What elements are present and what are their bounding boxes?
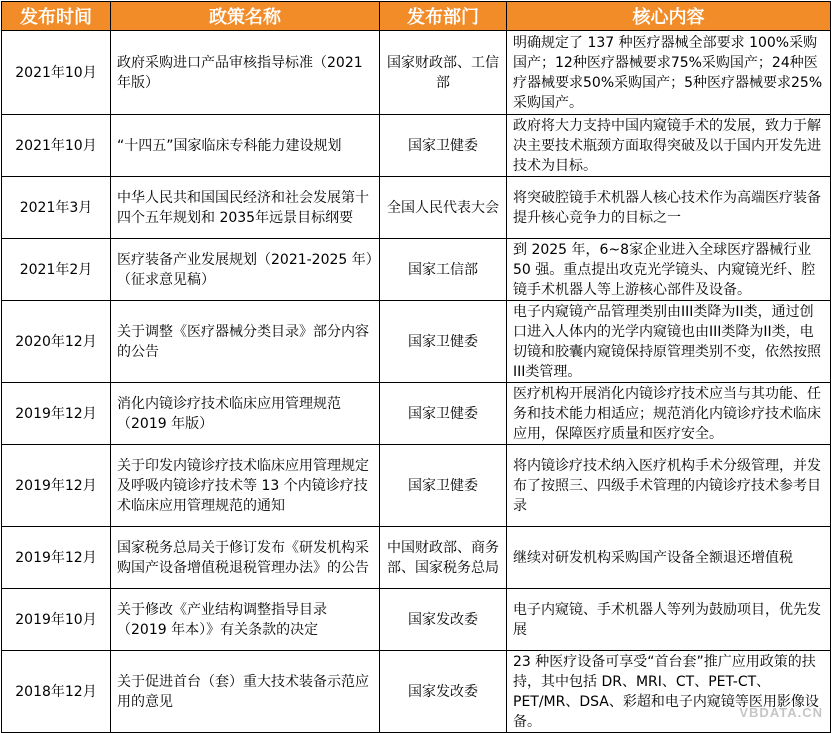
cell-date: 2021年3月: [2, 177, 111, 239]
cell-date: 2021年10月: [2, 115, 111, 177]
table-row: [2, 31, 831, 115]
cell-policy-name: 关于调整《医疗器械分类目录》部分内容的公告: [111, 301, 380, 383]
cell-department: 国家卫健委: [380, 115, 507, 177]
cell-policy-name: 医疗装备产业发展规划（2021-2025 年）（征求意见稿）: [111, 239, 380, 301]
cell-date: 2020年12月: [2, 301, 111, 383]
table-header-row: [2, 2, 831, 31]
cell-policy-name: 关于修改《产业结构调整指导目录（2019 年本）》有关条款的决定: [111, 589, 380, 651]
cell-date: 2021年2月: [2, 239, 111, 301]
cell-department: 国家发改委: [380, 589, 507, 651]
cell-date: 2019年12月: [2, 527, 111, 589]
cell-content: 将内镜诊疗技术纳入医疗机构手术分级管理，并发布了按照三、四级手术管理的内镜诊疗技术参考目录: [507, 445, 831, 527]
header-release-date: 发布时间: [2, 2, 111, 31]
cell-policy-name: “十四五”国家临床专科能力建设规划: [111, 115, 380, 177]
cell-policy-name: 关于印发内镜诊疗技术临床应用管理规定及呼吸内镜诊疗技术等 13 个内镜诊疗技术临床应用管理规范的通知: [111, 445, 380, 527]
cell-department: 国家财政部、工信部: [380, 31, 507, 115]
table-row: [2, 239, 831, 301]
policy-table: [1, 1, 831, 733]
cell-date: 2019年10月: [2, 589, 111, 651]
cell-department: 国家卫健委: [380, 301, 507, 383]
cell-content: 继续对研发机构采购国产设备全额退还增值税: [507, 527, 831, 589]
cell-content: 医疗机构开展消化内镜诊疗技术应当与其功能、任务和技术能力相适应；规范消化内镜诊疗技术临床应用，保障医疗质量和医疗安全。: [507, 383, 831, 445]
cell-content: 将突破腔镜手术机器人核心技术作为高端医疗装备提升核心竞争力的目标之一: [507, 177, 831, 239]
watermark: VBDATA.CN: [739, 705, 823, 720]
cell-department: 国家卫健委: [380, 383, 507, 445]
cell-department: 全国人民代表大会: [380, 177, 507, 239]
cell-department: 国家工信部: [380, 239, 507, 301]
table-row: [2, 383, 831, 445]
header-policy-name: 政策名称: [111, 2, 380, 31]
cell-content: 23 种医疗设备可享受“首台套”推广应用政策的扶持，其中包括 DR、MRI、CT、PET-CT、PET/MR、DSA、彩超和电子内窥镜等医用影像设备。: [507, 651, 831, 733]
cell-policy-name: 国家税务总局关于修订发布《研发机构采购国产设备增值税退税管理办法》的公告: [111, 527, 380, 589]
cell-date: 2021年10月: [2, 31, 111, 115]
table-row: [2, 589, 831, 651]
cell-content: 到 2025 年，6~8家企业进入全球医疗器械行业 50 强。重点提出攻克光学镜头、内窥镜光纤、腔镜手术机器人等上游核心部件及设备。: [507, 239, 831, 301]
cell-policy-name: 消化内镜诊疗技术临床应用管理规范（2019 年版）: [111, 383, 380, 445]
cell-content: 政府将大力支持中国内窥镜手术的发展，致力于解决主要技术瓶颈方面取得突破及以于国内开发先进技术为目标。: [507, 115, 831, 177]
header-issuing-department: 发布部门: [380, 2, 507, 31]
table-row: [2, 527, 831, 589]
cell-content: 明确规定了 137 种医疗器械全部要求 100%采购国产；12种医疗器械要求75%采购国产；24种医疗器械要求50%采购国产；5种医疗器械要求25%采购国产。: [507, 31, 831, 115]
table-row: [2, 301, 831, 383]
cell-content: 电子内窥镜、手术机器人等列为鼓励项目，优先发展: [507, 589, 831, 651]
cell-date: 2018年12月: [2, 651, 111, 733]
cell-content: 电子内窥镜产品管理类别由III类降为II类，通过创口进入人体内的光学内窥镜也由III类降为II类，电切镜和胶囊内窥镜保持原管理类别不变，依然按照III类管理。: [507, 301, 831, 383]
cell-policy-name: 中华人民共和国国民经济和社会发展第十四个五年规划和 2035年远景目标纲要: [111, 177, 380, 239]
table-row: [2, 651, 831, 733]
cell-department: 国家卫健委: [380, 445, 507, 527]
cell-department: 国家发改委: [380, 651, 507, 733]
header-core-content: 核心内容: [507, 2, 831, 31]
table-row: [2, 115, 831, 177]
table-row: [2, 445, 831, 527]
cell-policy-name: 政府采购进口产品审核指导标准（2021年版）: [111, 31, 380, 115]
cell-policy-name: 关于促进首台（套）重大技术装备示范应用的意见: [111, 651, 380, 733]
cell-department: 中国财政部、商务部、国家税务总局: [380, 527, 507, 589]
cell-date: 2019年12月: [2, 445, 111, 527]
cell-date: 2019年12月: [2, 383, 111, 445]
table-row: [2, 177, 831, 239]
